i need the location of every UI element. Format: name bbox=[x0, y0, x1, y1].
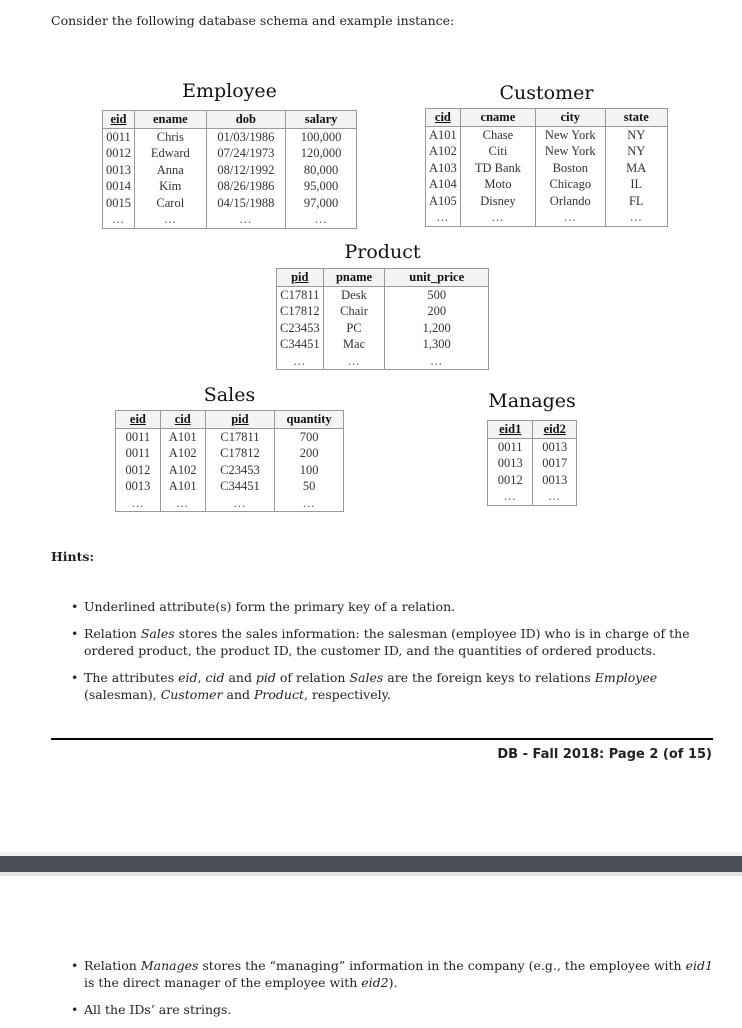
table-cell: Mac bbox=[323, 336, 385, 353]
table-cell: ... bbox=[426, 209, 461, 226]
table-cell: 0011 bbox=[103, 128, 135, 145]
table-cell: 0011 bbox=[116, 445, 161, 462]
manages-header-row bbox=[488, 421, 577, 439]
page-break-bottom bbox=[0, 872, 742, 876]
table-cell: Carol bbox=[135, 195, 207, 212]
table-row bbox=[116, 478, 344, 495]
table-cell: Anna bbox=[135, 162, 207, 179]
employee-table bbox=[102, 110, 357, 229]
table-cell: ... bbox=[323, 353, 385, 370]
table-cell: ... bbox=[605, 209, 667, 226]
table-cell: C17811 bbox=[277, 286, 324, 303]
table-cell: Boston bbox=[536, 160, 605, 177]
table-cell: A102 bbox=[160, 462, 205, 479]
table-cell: ... bbox=[160, 495, 205, 512]
column-header-cname: cname bbox=[460, 109, 535, 127]
table-cell: 50 bbox=[275, 478, 344, 495]
table-cell: Desk bbox=[323, 286, 385, 303]
table-cell: 1,300 bbox=[385, 336, 489, 353]
table-cell: ... bbox=[533, 488, 577, 505]
table-cell: ... bbox=[277, 353, 324, 370]
table-cell: Moto bbox=[460, 176, 535, 193]
table-cell: Chicago bbox=[536, 176, 605, 193]
table-cell: ... bbox=[103, 211, 135, 228]
table-row bbox=[103, 195, 357, 212]
column-header-eid: eid bbox=[103, 111, 135, 129]
hints-heading: Hints: bbox=[51, 549, 95, 564]
customer-table bbox=[425, 108, 668, 227]
table-cell: ... bbox=[275, 495, 344, 512]
table-cell: New York bbox=[536, 126, 605, 143]
table-row bbox=[426, 209, 668, 226]
sales-table bbox=[115, 410, 344, 512]
table-cell: 0014 bbox=[103, 178, 135, 195]
column-header-dob: dob bbox=[206, 111, 286, 129]
table-cell: Kim bbox=[135, 178, 207, 195]
table-cell: Chris bbox=[135, 128, 207, 145]
table-cell: ... bbox=[385, 353, 489, 370]
table-cell: C23453 bbox=[277, 320, 324, 337]
table-row bbox=[488, 438, 577, 455]
table-cell: 95,000 bbox=[286, 178, 357, 195]
table-cell: 0017 bbox=[533, 455, 577, 472]
table-cell: 200 bbox=[385, 303, 489, 320]
hint-manages-relation: • Relation Manages stores the “managing” information in the company (e.g., the employee with eid1 is the direct manager of the employee with eid2). bbox=[71, 957, 713, 991]
table-cell: ... bbox=[536, 209, 605, 226]
table-cell: A102 bbox=[160, 445, 205, 462]
table-cell: 100,000 bbox=[286, 128, 357, 145]
product-table bbox=[276, 268, 489, 370]
table-row bbox=[116, 445, 344, 462]
table-cell: C34451 bbox=[277, 336, 324, 353]
table-cell: A103 bbox=[426, 160, 461, 177]
table-cell: 1,200 bbox=[385, 320, 489, 337]
table-row bbox=[426, 176, 668, 193]
table-cell: 120,000 bbox=[286, 145, 357, 162]
table-row bbox=[426, 126, 668, 143]
table-row bbox=[426, 143, 668, 160]
table-cell: A105 bbox=[426, 193, 461, 210]
customer-header-row bbox=[426, 109, 668, 127]
table-row bbox=[116, 495, 344, 512]
hint-ids-strings: • All the IDs’ are strings. bbox=[71, 1001, 713, 1018]
table-cell: 0011 bbox=[116, 428, 161, 445]
column-header-pid: pid bbox=[277, 269, 324, 287]
table-cell: 08/26/1986 bbox=[206, 178, 286, 195]
table-cell: Chase bbox=[460, 126, 535, 143]
table-cell: 0013 bbox=[103, 162, 135, 179]
column-header-ename: ename bbox=[135, 111, 207, 129]
column-header-salary: salary bbox=[286, 111, 357, 129]
table-cell: 97,000 bbox=[286, 195, 357, 212]
table-row bbox=[277, 353, 489, 370]
table-cell: MA bbox=[605, 160, 667, 177]
table-row bbox=[426, 160, 668, 177]
table-cell: ... bbox=[206, 211, 286, 228]
table-cell: 04/15/1988 bbox=[206, 195, 286, 212]
column-header-city: city bbox=[536, 109, 605, 127]
column-header-pid: pid bbox=[205, 411, 275, 429]
table-cell: A101 bbox=[426, 126, 461, 143]
table-cell: C23453 bbox=[205, 462, 275, 479]
manages-title: Manages bbox=[488, 390, 576, 412]
table-row bbox=[426, 193, 668, 210]
column-header-eid: eid bbox=[116, 411, 161, 429]
hint-foreign-keys: • The attributes eid, cid and pid of relation Sales are the foreign keys to relations Employee (salesman), Customer and Product, respectively. bbox=[71, 669, 713, 703]
table-cell: 0012 bbox=[488, 472, 533, 489]
table-cell: 0012 bbox=[103, 145, 135, 162]
product-title: Product bbox=[344, 241, 421, 263]
page-footer: DB - Fall 2018: Page 2 (of 15) bbox=[497, 747, 712, 762]
column-header-cid: cid bbox=[160, 411, 205, 429]
table-cell: ... bbox=[116, 495, 161, 512]
table-row bbox=[103, 145, 357, 162]
table-cell: A102 bbox=[426, 143, 461, 160]
table-cell: PC bbox=[323, 320, 385, 337]
table-row bbox=[277, 336, 489, 353]
table-cell: ... bbox=[205, 495, 275, 512]
table-row bbox=[277, 320, 489, 337]
table-cell: A104 bbox=[426, 176, 461, 193]
table-cell: FL bbox=[605, 193, 667, 210]
table-cell: ... bbox=[286, 211, 357, 228]
table-cell: ... bbox=[135, 211, 207, 228]
page-break-band bbox=[0, 856, 742, 872]
table-cell: C34451 bbox=[205, 478, 275, 495]
table-cell: 700 bbox=[275, 428, 344, 445]
table-cell: 100 bbox=[275, 462, 344, 479]
table-cell: C17812 bbox=[277, 303, 324, 320]
table-cell: A101 bbox=[160, 478, 205, 495]
table-cell: 0015 bbox=[103, 195, 135, 212]
table-row bbox=[488, 488, 577, 505]
table-row bbox=[103, 128, 357, 145]
footer-rule bbox=[51, 738, 713, 740]
table-cell: Edward bbox=[135, 145, 207, 162]
table-cell: 80,000 bbox=[286, 162, 357, 179]
sales-title: Sales bbox=[203, 384, 256, 406]
hints-list bbox=[71, 598, 713, 713]
hint-sales-relation: • Relation Sales stores the sales information: the salesman (employee ID) who is in charge of the ordered product, the product ID, the customer ID, and the quantities of ordered products. bbox=[71, 625, 713, 659]
table-cell: 200 bbox=[275, 445, 344, 462]
table-cell: New York bbox=[536, 143, 605, 160]
table-row bbox=[103, 211, 357, 228]
table-cell: 08/12/1992 bbox=[206, 162, 286, 179]
table-row bbox=[488, 455, 577, 472]
table-row bbox=[488, 472, 577, 489]
table-cell: ... bbox=[460, 209, 535, 226]
table-cell: 07/24/1973 bbox=[206, 145, 286, 162]
table-cell: Citi bbox=[460, 143, 535, 160]
column-header-state: state bbox=[605, 109, 667, 127]
table-row bbox=[116, 428, 344, 445]
table-cell: Disney bbox=[460, 193, 535, 210]
employee-title: Employee bbox=[182, 80, 277, 102]
sales-header-row bbox=[116, 411, 344, 429]
continued-hints-list bbox=[71, 957, 713, 1028]
hint-primary-key: • Underlined attribute(s) form the primary key of a relation. bbox=[71, 598, 713, 615]
table-row bbox=[277, 303, 489, 320]
product-header-row bbox=[277, 269, 489, 287]
table-row bbox=[103, 178, 357, 195]
table-cell: IL bbox=[605, 176, 667, 193]
table-row bbox=[277, 286, 489, 303]
table-cell: 0011 bbox=[488, 438, 533, 455]
table-cell: 0013 bbox=[488, 455, 533, 472]
table-cell: Chair bbox=[323, 303, 385, 320]
intro-text: Consider the following database schema and example instance: bbox=[51, 13, 455, 28]
table-row bbox=[103, 162, 357, 179]
column-header-eid1: eid1 bbox=[488, 421, 533, 439]
employee-header-row bbox=[103, 111, 357, 129]
table-cell: C17811 bbox=[205, 428, 275, 445]
table-cell: 0013 bbox=[116, 478, 161, 495]
table-row bbox=[116, 462, 344, 479]
column-header-pname: pname bbox=[323, 269, 385, 287]
column-header-cid: cid bbox=[426, 109, 461, 127]
column-header-quantity: quantity bbox=[275, 411, 344, 429]
table-cell: A101 bbox=[160, 428, 205, 445]
table-cell: 0013 bbox=[533, 438, 577, 455]
table-cell: NY bbox=[605, 143, 667, 160]
table-cell: 0012 bbox=[116, 462, 161, 479]
table-cell: NY bbox=[605, 126, 667, 143]
column-header-unit-price: unit_price bbox=[385, 269, 489, 287]
table-cell: 500 bbox=[385, 286, 489, 303]
table-cell: TD Bank bbox=[460, 160, 535, 177]
manages-table bbox=[487, 420, 577, 506]
table-cell: 01/03/1986 bbox=[206, 128, 286, 145]
table-cell: C17812 bbox=[205, 445, 275, 462]
customer-title: Customer bbox=[499, 82, 594, 104]
table-cell: 0013 bbox=[533, 472, 577, 489]
column-header-eid2: eid2 bbox=[533, 421, 577, 439]
table-cell: Orlando bbox=[536, 193, 605, 210]
table-cell: ... bbox=[488, 488, 533, 505]
